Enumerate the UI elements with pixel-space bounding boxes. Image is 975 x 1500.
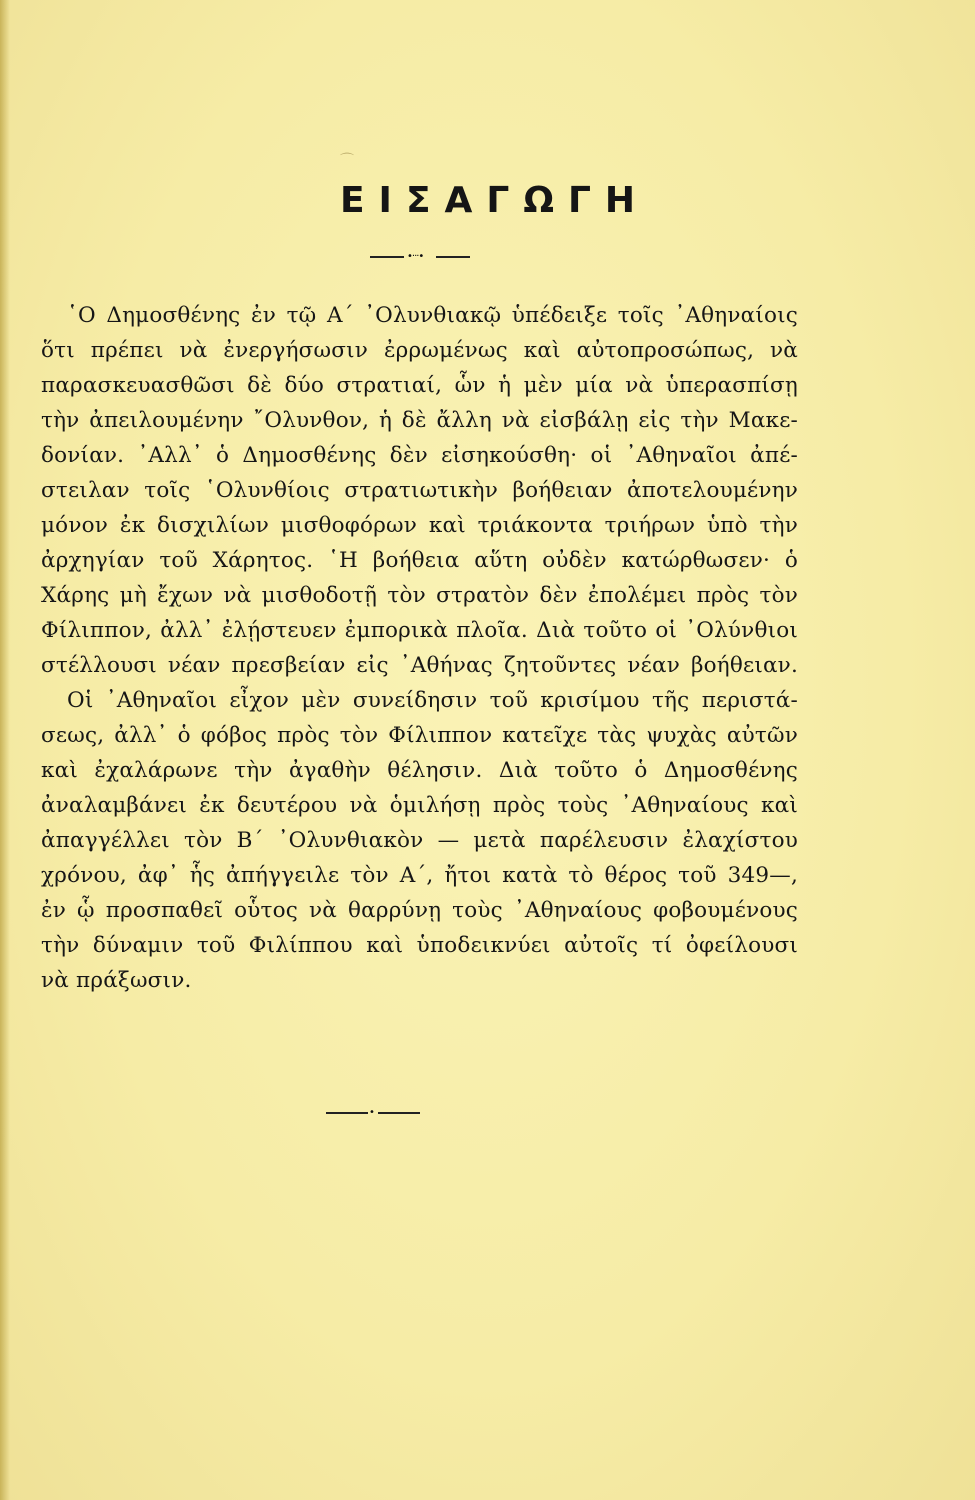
text-line: Φίλιππον, ἀλλ᾿ ἐλῄστευεν ἐμπορικὰ πλοῖα. Διὰ τοῦτο οἱ ᾿Ολύνθιοι (41, 618, 798, 643)
ornament-dots: •···• (407, 251, 424, 262)
text-line: Χάρης μὴ ἔχων νὰ μισθοδοτῇ τὸν στρατὸν δὲν ἐπολέμει πρὸς τὸν (41, 583, 798, 608)
ornament-divider-bottom (326, 1108, 420, 1118)
text-line: ἀρχηγίαν τοῦ Χάρητος. ῾Η βοήθεια αὕτη οὐδὲν κατώρθωσεν· ὁ (41, 548, 798, 573)
ornament-rule-right (436, 256, 470, 258)
text-line: στειλαν τοῖς ῾Ολυνθίοις στρατιωτικὴν βοήθειαν ἀποτελουμένην (41, 478, 798, 503)
text-line: ὅτι πρέπει νὰ ἐνεργήσωσιν ἐρρωμένως καὶ αὐτοπροσώπως, νὰ (41, 338, 798, 363)
text-line: παρασκευασθῶσι δὲ δύο στρατιαί, ὧν ἡ μὲν μία νὰ ὑπερασπίσῃ (41, 373, 798, 398)
text-line: καὶ ἐχαλάρωνε τὴν ἀγαθὴν θέλησιν. Διὰ τοῦτο ὁ Δημοσθένης (41, 758, 798, 783)
text-line: τὴν δύναμιν τοῦ Φιλίππου καὶ ὑποδεικνύει αὐτοῖς τί ὀφείλουσι (41, 933, 798, 958)
page-edge-shadow (0, 0, 10, 1500)
text-line: νὰ πράξωσιν. (41, 968, 192, 993)
ornament-dot: • (369, 1107, 374, 1118)
text-line: χρόνου, ἀφ᾿ ἧς ἀπήγγειλε τὸν Α΄, ἤτοι κατὰ τὸ θέρος τοῦ 349—, (41, 863, 798, 888)
text-line: μόνον ἐκ δισχιλίων μισθοφόρων καὶ τριάκοντα τριήρων ὑπὸ τὴν (41, 513, 798, 538)
page-heading: ΕΙΣΑΓΩΓΗ (339, 180, 650, 221)
ornament-divider-top (370, 252, 470, 262)
ornament-rule-right (378, 1112, 420, 1114)
text-line: ἀπαγγέλλει τὸν Β΄ ᾿Ολυνθιακὸν — μετὰ παρέλευσιν ἐλαχίστου (41, 828, 798, 853)
text-line: στέλλουσι νέαν πρεσβείαν εἰς ᾿Αθήνας ζητοῦντες νέαν βοήθειαν. (41, 653, 798, 678)
ornament-rule-left (370, 256, 404, 258)
text-line: σεως, ἀλλ᾿ ὁ φόβος πρὸς τὸν Φίλιππον κατεῖχε τὰς ψυχὰς αὐτῶν (41, 723, 798, 748)
text-line: τὴν ἀπειλουμένην ῎Ολυνθον, ἡ δὲ ἄλλη νὰ εἰσβάλῃ εἰς τὴν Μακε- (41, 408, 798, 433)
text-line: Οἱ ᾿Αθηναῖοι εἶχον μὲν συνείδησιν τοῦ κρισίμου τῆς περιστά- (67, 688, 798, 713)
text-line: ἐν ᾧ προσπαθεῖ οὗτος νὰ θαρρύνῃ τοὺς ᾿Αθηναίους φοβουμένους (41, 898, 798, 923)
text-line: ἀναλαμβάνει ἐκ δευτέρου νὰ ὁμιλήσῃ πρὸς τοὺς ᾿Αθηναίους καὶ (41, 793, 798, 818)
pencil-mark: ⌒ (340, 153, 354, 169)
text-line: ῾Ο Δημοσθένης ἐν τῷ Α΄ ᾿Ολυνθιακῷ ὑπέδειξε τοῖς ᾿Αθηναίοις (67, 303, 798, 328)
ornament-rule-left (326, 1112, 368, 1114)
text-line: δονίαν. ᾿Αλλ᾿ ὁ Δημοσθένης δὲν εἰσηκούσθη· οἱ ᾿Αθηναῖοι ἀπέ- (41, 443, 798, 468)
